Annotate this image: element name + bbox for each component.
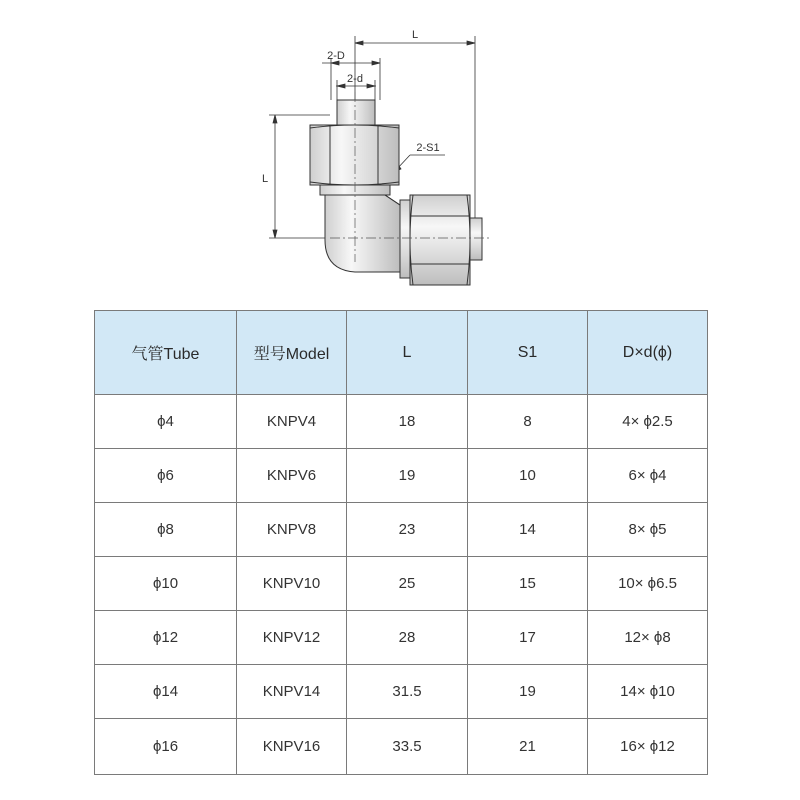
cell-diameter: 6× ϕ4: [588, 449, 708, 503]
cell-diameter: 10× ϕ6.5: [588, 557, 708, 611]
spec-table: [94, 310, 708, 775]
table-row: [95, 503, 708, 557]
cell-s1: 15: [468, 557, 588, 611]
cell-s1: 17: [468, 611, 588, 665]
cell-model: KNPV4: [237, 395, 347, 449]
cell-diameter: 12× ϕ8: [588, 611, 708, 665]
cell-tube: ϕ12: [95, 611, 237, 665]
table-row: [95, 395, 708, 449]
cell-model: KNPV14: [237, 665, 347, 719]
elbow-fitting-diagram: [0, 0, 800, 300]
header-model: 型号Model: [237, 311, 347, 395]
label-top-length: L: [411, 29, 419, 41]
table-row: [95, 719, 708, 775]
cell-tube: ϕ6: [95, 449, 237, 503]
dim-hex-size: [394, 155, 445, 172]
cell-s1: 10: [468, 449, 588, 503]
cell-diameter: 4× ϕ2.5: [588, 395, 708, 449]
cell-length: 23: [347, 503, 468, 557]
header-tube: 气管Tube: [95, 311, 237, 395]
label-outer-diameter: 2-D: [327, 50, 345, 62]
table-row: [95, 449, 708, 503]
cell-model: KNPV12: [237, 611, 347, 665]
cell-model: KNPV16: [237, 719, 347, 775]
cell-tube: ϕ14: [95, 665, 237, 719]
cell-model: KNPV8: [237, 503, 347, 557]
cell-diameter: 8× ϕ5: [588, 503, 708, 557]
cell-length: 28: [347, 611, 468, 665]
cell-s1: 19: [468, 665, 588, 719]
label-side-length: L: [261, 173, 269, 185]
cell-s1: 8: [468, 395, 588, 449]
header-length: L: [347, 311, 468, 395]
table-row: [95, 611, 708, 665]
elbow-fitting: [310, 100, 482, 285]
cell-length: 33.5: [347, 719, 468, 775]
cell-tube: ϕ4: [95, 395, 237, 449]
header-diameter: D×d(ϕ): [588, 311, 708, 395]
label-inner-diameter: 2-d: [347, 73, 363, 85]
fitting-drawing: [0, 0, 800, 300]
cell-length: 25: [347, 557, 468, 611]
cell-length: 18: [347, 395, 468, 449]
cell-s1: 21: [468, 719, 588, 775]
label-hex-size: 2-S1: [416, 142, 440, 154]
cell-s1: 14: [468, 503, 588, 557]
cell-length: 31.5: [347, 665, 468, 719]
cell-tube: ϕ10: [95, 557, 237, 611]
cell-length: 19: [347, 449, 468, 503]
table-row: [95, 557, 708, 611]
cell-tube: ϕ16: [95, 719, 237, 775]
table-header-row: [95, 311, 708, 395]
cell-model: KNPV10: [237, 557, 347, 611]
header-s1: S1: [468, 311, 588, 395]
cell-diameter: 14× ϕ10: [588, 665, 708, 719]
cell-model: KNPV6: [237, 449, 347, 503]
cell-tube: ϕ8: [95, 503, 237, 557]
table-row: [95, 665, 708, 719]
cell-diameter: 16× ϕ12: [588, 719, 708, 775]
